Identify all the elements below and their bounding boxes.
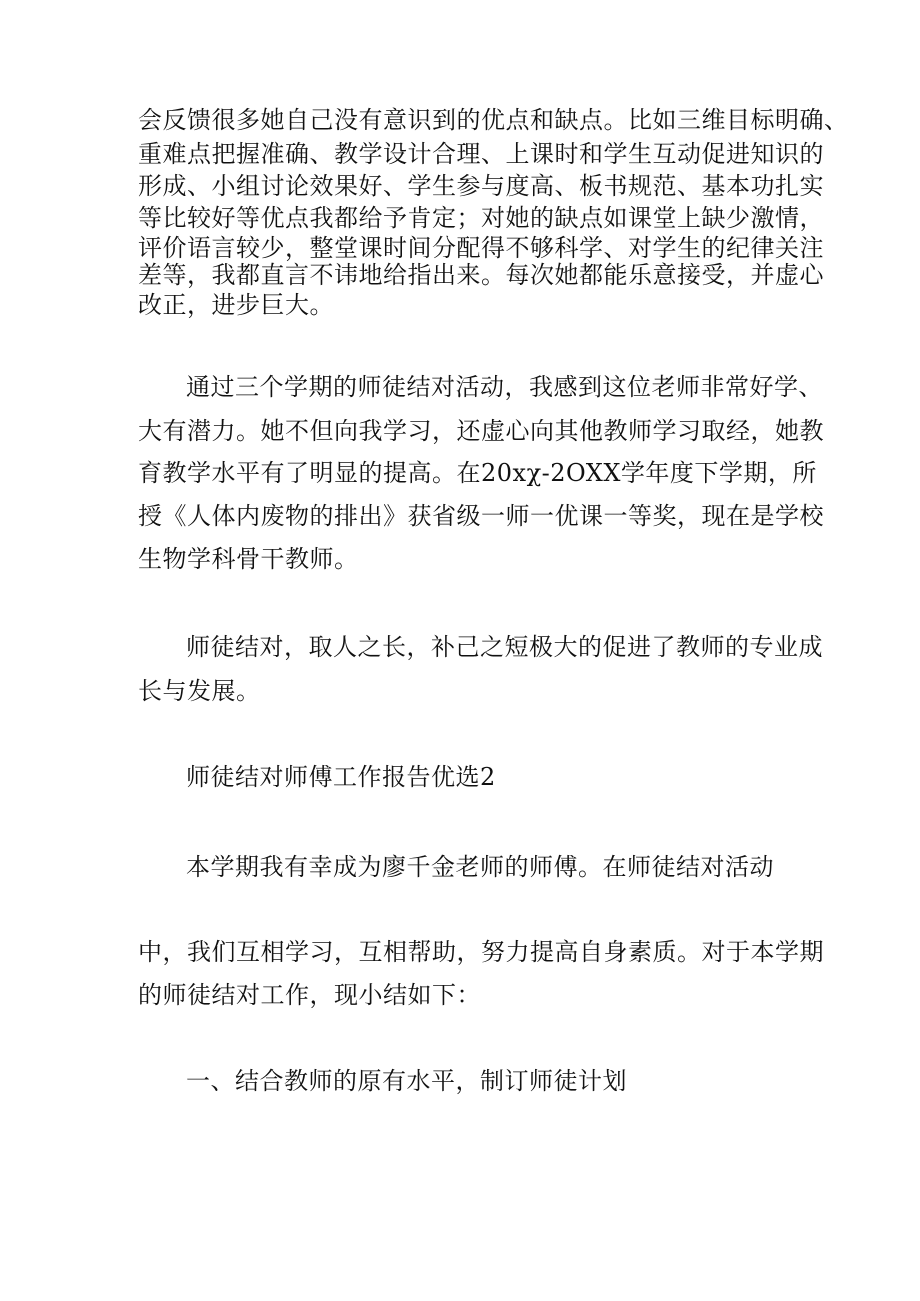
paragraph-6-line-2: 的师徒结对工作，现小结如下： (138, 981, 481, 1009)
paragraph-1-line-1: 会反馈很多她自己没有意识到的优点和缺点。比如三维目标明确、 (138, 106, 849, 134)
section-heading: 师徒结对师傅工作报告优选2 (186, 763, 496, 791)
subheading-1: 一、结合教师的原有水平，制订师徒计划 (186, 1067, 627, 1095)
paragraph-1-line-2: 重难点把握准确、教学设计合理、上课时和学生互动促进知识的 (138, 140, 824, 168)
paragraph-3-line-2: 长与发展。 (138, 677, 261, 705)
paragraph-2-line-5: 生物学科骨干教师。 (138, 545, 359, 573)
paragraph-1-line-4: 等比较好等优点我都给予肯定；对她的缺点如课堂上缺少激情， (138, 204, 824, 232)
paragraph-1-line-5: 评价语言较少，整堂课时间分配得不够科学、对学生的纪律关注 (138, 234, 824, 262)
paragraph-1-line-7: 改正，进步巨大。 (138, 291, 334, 319)
paragraph-2-line-2: 大有潜力。她不但向我学习，还虚心向其他教师学习取经，她教 (138, 417, 824, 445)
paragraph-2-line-3: 育教学水平有了明显的提高。在20xχ-2OXX学年度下学期，所 (138, 459, 817, 487)
paragraph-5-line-1: 本学期我有幸成为廖千金老师的师傅。在师徒结对活动 (186, 853, 774, 881)
paragraph-1-line-6: 差等，我都直言不讳地给指出来。每次她都能乐意接受，并虚心 (138, 261, 824, 289)
paragraph-6-line-1: 中，我们互相学习，互相帮助，努力提高自身素质。对于本学期 (138, 938, 824, 966)
paragraph-2-line-1: 通过三个学期的师徒结对活动，我感到这位老师非常好学、 (186, 373, 823, 401)
paragraph-3-line-1: 师徒结对，取人之长，补己之短极大的促进了教师的专业成 (186, 633, 823, 661)
paragraph-2-line-4: 授《人体内废物的排出》获省级一师一优课一等奖，现在是学校 (138, 502, 824, 530)
paragraph-1-line-3: 形成、小组讨论效果好、学生参与度高、板书规范、基本功扎实 (138, 172, 824, 200)
